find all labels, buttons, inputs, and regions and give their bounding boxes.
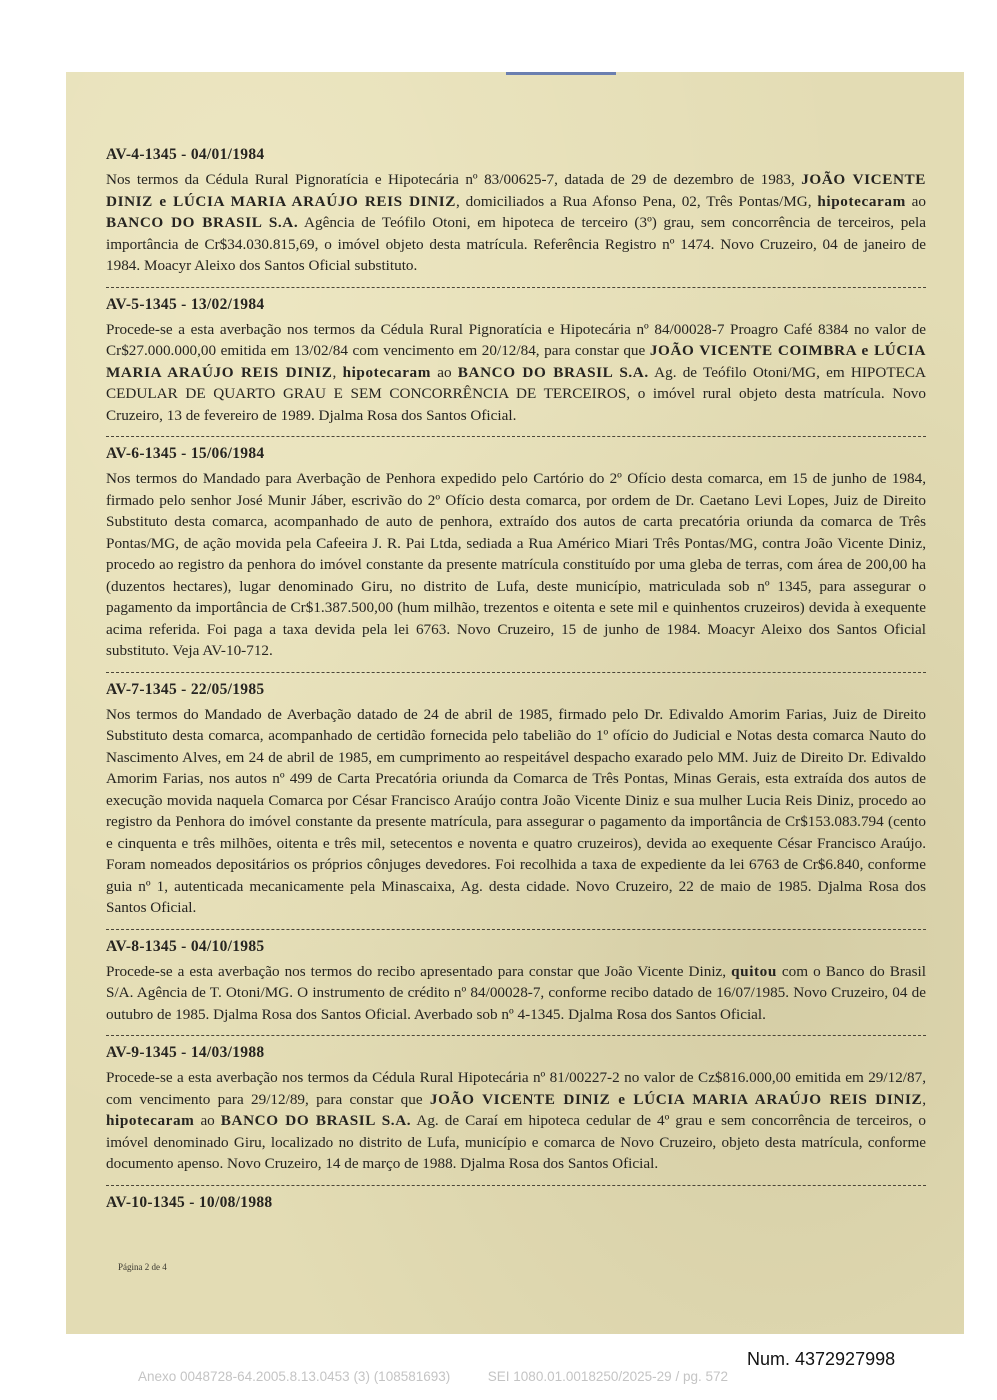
action-word: quitou [731, 962, 777, 980]
entry-av6 [106, 443, 926, 666]
text-run: Procede-se a esta averbação nos termos do recibo apresentado para constar que João Vicente Diniz, [106, 962, 732, 980]
entry-separator [106, 929, 926, 930]
footer-line [138, 1369, 728, 1384]
footer-left: Anexo 0048728-64.2005.8.13.0453 (3) (108581693) [138, 1369, 451, 1384]
entry-av7 [106, 679, 926, 923]
bank-name: BANCO DO BRASIL S.A. [220, 1112, 412, 1129]
entry-text [106, 169, 926, 277]
action-word: hipotecaram [342, 363, 431, 381]
party-names: JOÃO VICENTE COIMBRA e LÚCIA MARIA ARAÚJO REIS DINIZ [106, 342, 927, 381]
entry-text: Nos termos do Mandado para Averbação de Penhora expedido pelo Cartório do 2º Ofício desta comarca, em 15 de junho de 1984, firmado pelo senhor José Munir Jáber, escrivão do 2º Ofício desta comarca, por ordem de Dr. Caetano Levi Lopes, Juiz de Direito Substituto desta comarca, acompanhado de auto de penhora, extraído dos autos de carta precatória oriunda da comarca de Três Pontas/MG, de ação movida pela Cafeeira J. R. Pai Ltda, sediada a Rua Américo Miari Três Pontas/MG, contra João Vicente Diniz, procedo ao registro da penhora do imóvel constante da presente matrícula constituído por uma gleba de terras, com área de 200,00 ha (duzentos hectares), lugar denominado Giru, no distrito de Lufa, deste município, matriculada sob nº 1345, para assegurar o pagamento da importância de Cr$1.387.500,00 (hum milhão, trezentos e oitenta e sete mil e quinhentos cruzeiros) devida à exequente acima referida. Foi paga a taxa devida pela lei 6763. Novo Cruzeiro, 15 de junho de 1984. Moacyr Aleixo dos Santos Oficial substituto. Veja AV-10-712. [106, 470, 926, 659]
registry-entries [106, 144, 926, 1221]
entry-av4 [106, 144, 926, 281]
text-run: ao [194, 1112, 221, 1129]
party-names: JOÃO VICENTE DINIZ e LÚCIA MARIA ARAÚJO REIS DINIZ [106, 171, 926, 210]
text-run: Agência de Teófilo Otoni, em hipoteca de terceiro (3º) grau, sem concorrência de terceiros, pela importância de Cr$34.030.815,69, o imóvel objeto desta matrícula. Referência Registro nº 1474. Novo Cruzeiro, 04 de janeiro de 1984. Moacyr Aleixo dos Santos Oficial substituto. [106, 214, 926, 274]
page-top-mark [506, 72, 616, 75]
entry-av5 [106, 294, 926, 431]
footer-gap [450, 1369, 488, 1384]
entry-title: AV-4-1345 - 04/01/1984 [106, 146, 265, 163]
entry-separator [106, 672, 926, 673]
action-word: hipotecaram [817, 192, 906, 210]
entry-separator [106, 436, 926, 437]
entry-title: AV-7-1345 - 22/05/1985 [106, 680, 265, 698]
entry-av8 [106, 936, 926, 1030]
entry-title: AV-6-1345 - 15/06/1984 [106, 445, 265, 462]
entry-separator [106, 287, 926, 288]
text-run: Procede-se a esta averbação nos termos da Cédula Rural Hipotecária nº 81/00227-2 no valor de Cz$816.000,00 emitida em 29/12/87, com vencimento para 29/12/89, para constar que [106, 1069, 926, 1108]
text-run: , [922, 1090, 926, 1108]
scanned-registry-page [66, 72, 964, 1334]
page-marker: Página 2 de 4 [118, 1262, 167, 1272]
action-word: hipotecaram [106, 1112, 195, 1129]
text-run: , domiciliados a Rua Afonso Pena, 02, Três Pontas/MG, [456, 192, 818, 210]
bank-name: BANCO DO BRASIL S.A. [106, 214, 299, 231]
entry-separator [106, 1035, 926, 1036]
entry-text: Nos termos do Mandado de Averbação datado de 24 de abril de 1985, firmado pelo Dr. Edivaldo Amorim Farias, Juiz de Direito Substituto desta comarca, acompanhado de certidão fornecida pelo tabelião do 1º ofício do Judicial e Notas desta comarca Nauto do Nascimento Alves, em 24 de abril de 1985, em cumprimento ao respeitável despacho exarado pelo MM. Juiz de Direito Dr. Edivaldo Amorim Farias, nos autos nº 499 de Carta Precatória oriunda da Comarca de Três Pontas, Minas Gerais, esta extraída dos autos de execução movida naquela Comarca por César Francisco Araújo contra João Vicente Diniz e sua mulher Lucia Reis Diniz, procedo ao registro da Penhora do imóvel constante da presente matrícula, para assegurar o pagamento da importância de Cr$153.083.794 (cento e cinquenta e três milhões, oitenta e três mil, setecentos e noventa e quatro cruzeiros), devida ao exequente César Francisco Araújo. Foram nomeados depositários os próprios cônjuges devedores. Foi recolhida a taxa de expediente da lei 6763 de Cr$6.840, conforme guia nº 1, autenticada mecanicamente pela Minascaixa, Ag. desta cidade. Novo Cruzeiro, 22 de maio de 1985. Djalma Rosa dos Santos Oficial. [106, 705, 926, 916]
text-run: Ag. de Caraí em hipoteca cedular de 4º grau e sem concorrência de terceiros, o imóvel denominado Giru, localizado no distrito de Lufa, município e comarca de Novo Cruzeiro, objeto desta matrícula, conforme documento apenso. Novo Cruzeiro, 14 de março de 1988. Djalma Rosa dos Santos Oficial. [106, 1112, 926, 1172]
entry-title: AV-10-1345 - 10/08/1988 [106, 1193, 273, 1211]
entry-separator [106, 1185, 926, 1186]
entry-av10 [106, 1192, 926, 1221]
entry-text [106, 1067, 926, 1175]
stamp-number: Num. 4372927998 [747, 1349, 896, 1369]
entry-title: AV-5-1345 - 13/02/1984 [106, 295, 265, 313]
entry-title: AV-8-1345 - 04/10/1985 [106, 937, 265, 955]
party-names: JOÃO VICENTE DINIZ e LÚCIA MARIA ARAÚJO REIS DINIZ [429, 1090, 923, 1108]
text-run: , [332, 363, 343, 381]
text-run: com o Banco do Brasil S/A. Agência de T. Otoni/MG. O instrumento de crédito nº 84/00028-7, conforme recibo datado de 16/07/1985. Novo Cruzeiro, 04 de outubro de 1985. Djalma Rosa dos Santos Oficial. Averbado sob nº 4-1345. Djalma Rosa dos Santos Oficial. [106, 962, 926, 1023]
entry-text [106, 961, 926, 1026]
entry-text [106, 319, 926, 427]
footer-right: SEI 1080.01.0018250/2025-29 / pg. 572 [487, 1369, 728, 1384]
text-run: ao [905, 192, 926, 210]
text-run: ao [431, 363, 458, 381]
entry-title: AV-9-1345 - 14/03/1988 [106, 1044, 265, 1061]
text-run: Procede-se a esta averbação nos termos da Cédula Rural Pignoratícia e Hipotecária nº 84/00028-7 Proagro Café 8384 no valor de Cr$27.000.000,00 emitida em 13/02/84 com vencimento em 20/12/84, para constar que [106, 320, 926, 359]
entry-av9 [106, 1042, 926, 1179]
text-run: Ag. de Teófilo Otoni/MG, em HIPOTECA CEDULAR DE QUARTO GRAU E SEM CONCORRÊNCIA DE TERCEIROS, o imóvel rural objeto desta matrícula. Novo Cruzeiro, 13 de fevereiro de 1989. Djalma Rosa dos Santos Oficial. [106, 363, 926, 424]
text-run: Nos termos da Cédula Rural Pignoratícia e Hipotecária nº 83/00625-7, datada de 29 de dezembro de 1983, [106, 171, 802, 188]
bank-name: BANCO DO BRASIL S.A. [457, 363, 649, 381]
